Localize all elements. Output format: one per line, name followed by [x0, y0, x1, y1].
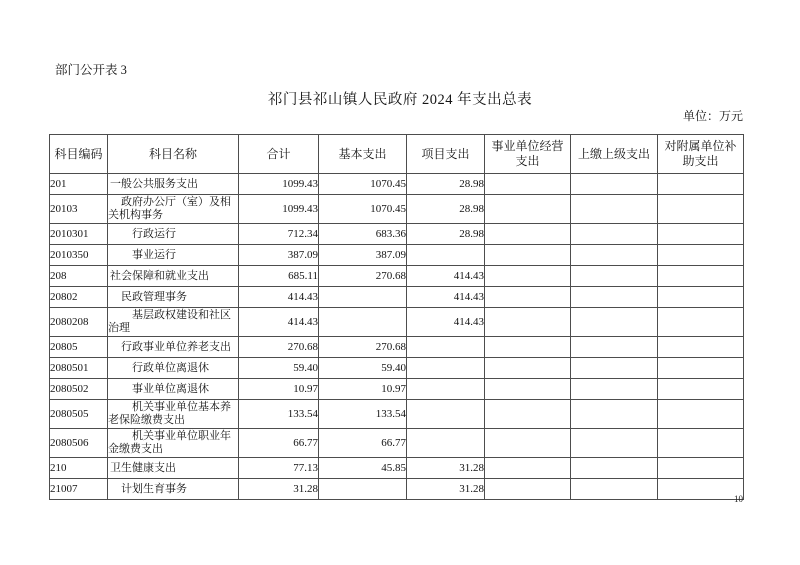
header-subject-name: 科目名称 — [108, 135, 239, 174]
subsidy-cell — [658, 379, 744, 400]
subsidy-cell — [658, 400, 744, 429]
header-project-expenditure: 项目支出 — [407, 135, 485, 174]
subsidy-cell — [658, 458, 744, 479]
table-row — [50, 287, 744, 308]
table-row — [50, 266, 744, 287]
total-cell: 414.43 — [239, 287, 319, 308]
code-cell: 208 — [50, 266, 108, 287]
operating-cell — [485, 287, 571, 308]
subsidy-cell — [658, 337, 744, 358]
code-cell: 20802 — [50, 287, 108, 308]
form-label: 部门公开表 3 — [55, 63, 127, 77]
upper-cell — [571, 266, 658, 287]
basic-cell: 10.97 — [319, 379, 407, 400]
subsidy-cell — [658, 308, 744, 337]
name-cell: 民政管理事务 — [108, 287, 239, 308]
basic-cell — [319, 308, 407, 337]
code-cell: 2080506 — [50, 429, 108, 458]
total-cell: 77.13 — [239, 458, 319, 479]
name-cell: 计划生育事务 — [108, 479, 239, 500]
basic-cell: 387.09 — [319, 245, 407, 266]
table-header — [50, 135, 744, 174]
basic-cell: 66.77 — [319, 429, 407, 458]
project-cell: 414.43 — [407, 287, 485, 308]
subsidy-cell — [658, 245, 744, 266]
total-cell: 1099.43 — [239, 195, 319, 224]
table-row — [50, 224, 744, 245]
table-row — [50, 479, 744, 500]
upper-cell — [571, 174, 658, 195]
operating-cell — [485, 358, 571, 379]
total-cell: 31.28 — [239, 479, 319, 500]
name-cell: 机关事业单位基本养老保险缴费支出 — [108, 400, 239, 429]
name-cell: 政府办公厅（室）及相关机构事务 — [108, 195, 239, 224]
project-cell: 414.43 — [407, 266, 485, 287]
code-cell: 210 — [50, 458, 108, 479]
upper-cell — [571, 458, 658, 479]
operating-cell — [485, 266, 571, 287]
unit-label: 单位：万元 — [682, 109, 743, 123]
name-cell: 社会保障和就业支出 — [108, 266, 239, 287]
operating-cell — [485, 400, 571, 429]
table-row — [50, 429, 744, 458]
table-row — [50, 245, 744, 266]
header-operating-expenditure: 事业单位经营支出 — [485, 135, 571, 174]
subsidy-cell — [658, 358, 744, 379]
total-cell: 270.68 — [239, 337, 319, 358]
project-cell — [407, 337, 485, 358]
upper-cell — [571, 287, 658, 308]
upper-cell — [571, 224, 658, 245]
code-cell: 201 — [50, 174, 108, 195]
subsidy-cell — [658, 174, 744, 195]
name-cell: 行政运行 — [108, 224, 239, 245]
header-subsidy-to-affiliates: 对附属单位补助支出 — [658, 135, 744, 174]
operating-cell — [485, 174, 571, 195]
header-upper-level-payment: 上缴上级支出 — [571, 135, 658, 174]
expenditure-table — [49, 134, 744, 500]
code-cell: 2010301 — [50, 224, 108, 245]
basic-cell — [319, 479, 407, 500]
project-cell: 31.28 — [407, 479, 485, 500]
code-cell: 2080501 — [50, 358, 108, 379]
code-cell: 20103 — [50, 195, 108, 224]
header-total: 合计 — [239, 135, 319, 174]
name-cell: 一般公共服务支出 — [108, 174, 239, 195]
project-cell — [407, 379, 485, 400]
basic-cell: 1070.45 — [319, 174, 407, 195]
project-cell: 414.43 — [407, 308, 485, 337]
project-cell: 28.98 — [407, 195, 485, 224]
total-cell: 59.40 — [239, 358, 319, 379]
subsidy-cell — [658, 195, 744, 224]
code-cell: 20805 — [50, 337, 108, 358]
header-subject-code: 科目编码 — [50, 135, 108, 174]
table-row — [50, 458, 744, 479]
project-cell: 28.98 — [407, 174, 485, 195]
table-row — [50, 358, 744, 379]
total-cell: 712.34 — [239, 224, 319, 245]
name-cell: 行政单位离退休 — [108, 358, 239, 379]
table-row — [50, 337, 744, 358]
total-cell: 387.09 — [239, 245, 319, 266]
name-cell: 基层政权建设和社区治理 — [108, 308, 239, 337]
total-cell: 133.54 — [239, 400, 319, 429]
upper-cell — [571, 479, 658, 500]
operating-cell — [485, 479, 571, 500]
project-cell — [407, 245, 485, 266]
basic-cell: 270.68 — [319, 337, 407, 358]
subsidy-cell — [658, 429, 744, 458]
table-row — [50, 308, 744, 337]
basic-cell: 270.68 — [319, 266, 407, 287]
code-cell: 2080208 — [50, 308, 108, 337]
name-cell: 事业单位离退休 — [108, 379, 239, 400]
operating-cell — [485, 429, 571, 458]
total-cell: 414.43 — [239, 308, 319, 337]
table-row — [50, 195, 744, 224]
total-cell: 1099.43 — [239, 174, 319, 195]
operating-cell — [485, 224, 571, 245]
upper-cell — [571, 358, 658, 379]
name-cell: 卫生健康支出 — [108, 458, 239, 479]
name-cell: 机关事业单位职业年金缴费支出 — [108, 429, 239, 458]
operating-cell — [485, 308, 571, 337]
basic-cell: 683.36 — [319, 224, 407, 245]
subsidy-cell — [658, 287, 744, 308]
upper-cell — [571, 337, 658, 358]
project-cell — [407, 358, 485, 379]
project-cell — [407, 400, 485, 429]
upper-cell — [571, 308, 658, 337]
subsidy-cell — [658, 266, 744, 287]
basic-cell: 59.40 — [319, 358, 407, 379]
basic-cell: 45.85 — [319, 458, 407, 479]
name-cell: 事业运行 — [108, 245, 239, 266]
operating-cell — [485, 245, 571, 266]
code-cell: 2080502 — [50, 379, 108, 400]
basic-cell: 1070.45 — [319, 195, 407, 224]
operating-cell — [485, 458, 571, 479]
page-title: 祁门县祁山镇人民政府 2024 年支出总表 — [267, 92, 533, 108]
code-cell: 21007 — [50, 479, 108, 500]
subsidy-cell — [658, 479, 744, 500]
header-basic-expenditure: 基本支出 — [319, 135, 407, 174]
upper-cell — [571, 400, 658, 429]
basic-cell: 133.54 — [319, 400, 407, 429]
basic-cell — [319, 287, 407, 308]
project-cell: 28.98 — [407, 224, 485, 245]
upper-cell — [571, 429, 658, 458]
upper-cell — [571, 245, 658, 266]
header-row — [50, 135, 744, 174]
project-cell: 31.28 — [407, 458, 485, 479]
code-cell: 2010350 — [50, 245, 108, 266]
project-cell — [407, 429, 485, 458]
total-cell: 66.77 — [239, 429, 319, 458]
table-row — [50, 379, 744, 400]
table-row — [50, 400, 744, 429]
code-cell: 2080505 — [50, 400, 108, 429]
total-cell: 10.97 — [239, 379, 319, 400]
table-body — [50, 174, 744, 500]
subsidy-cell — [658, 224, 744, 245]
operating-cell — [485, 195, 571, 224]
upper-cell — [571, 195, 658, 224]
upper-cell — [571, 379, 658, 400]
total-cell: 685.11 — [239, 266, 319, 287]
operating-cell — [485, 379, 571, 400]
operating-cell — [485, 337, 571, 358]
name-cell: 行政事业单位养老支出 — [108, 337, 239, 358]
page-number: 10 — [734, 494, 743, 504]
table-row — [50, 174, 744, 195]
